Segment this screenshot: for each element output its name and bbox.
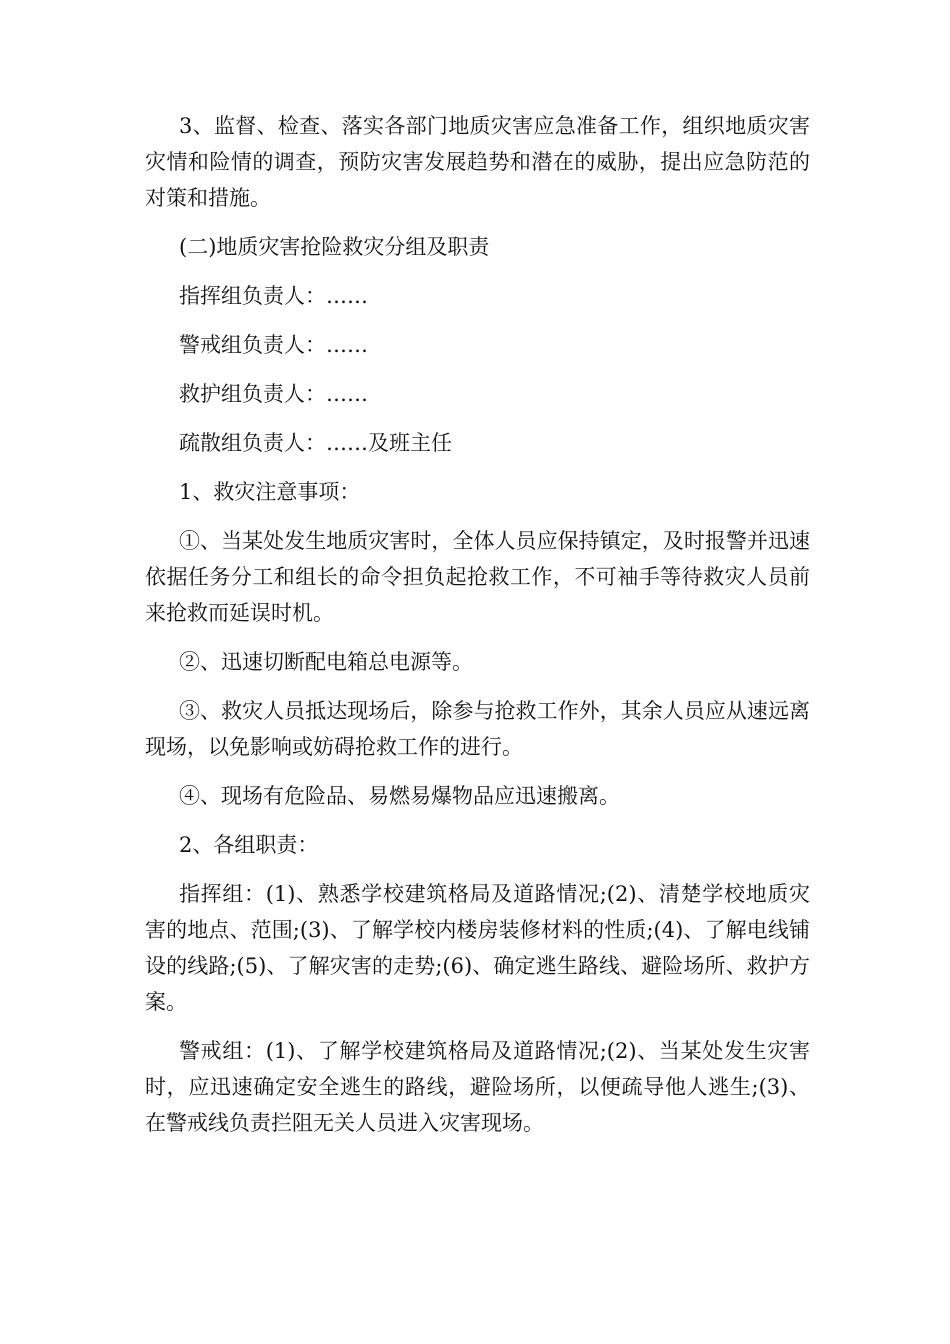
command-group-leader: 指挥组负责人：…… (179, 284, 368, 308)
document-page (145, 108, 810, 1154)
note-item-2: ②、迅速切断配电箱总电源等。 (179, 650, 473, 674)
rescue-group-leader: 救护组负责人：…… (179, 382, 368, 406)
paragraph-supervision-duty: 3、监督、检查、落实各部门地质灾害应急准备工作，组织地质灾害灾情和险情的调查，预防灾害发展趋势和潜在的威胁，提出应急防范的对策和措施。 (145, 114, 810, 210)
note-item-3: ③、救灾人员抵达现场后，除参与抢救工作外，其余人员应从速远离现场，以免影响或妨碍抢救工作的进行。 (145, 699, 810, 759)
subheading-group-duties: 2、各组职责： (179, 833, 319, 857)
note-item-1: ①、当某处发生地质灾害时，全体人员应保持镇定，及时报警并迅速依据任务分工和组长的命令担负起抢救工作，不可袖手等待救灾人员前来抢救而延误时机。 (145, 529, 810, 625)
subheading-rescue-notes: 1、救灾注意事项： (179, 480, 361, 504)
section-heading-rescue-groups: (二)地质灾害抢险救灾分组及职责 (179, 235, 490, 259)
guard-group-duties: 警戒组：(1)、了解学校建筑格局及道路情况;(2)、当某处发生灾害时，应迅速确定安全逃生的路线，避险场所，以便疏导他人逃生;(3)、在警戒线负责拦阻无关人员进入灾害现场。 (145, 1039, 810, 1135)
note-item-4: ④、现场有危险品、易燃易爆物品应迅速搬离。 (179, 784, 620, 808)
evacuation-group-leader: 疏散组负责人：……及班主任 (179, 431, 452, 455)
guard-group-leader: 警戒组负责人：…… (179, 333, 368, 357)
command-group-duties: 指挥组：(1)、熟悉学校建筑格局及道路情况;(2)、清楚学校地质灾害的地点、范围;(3)、了解学校内楼房装修材料的性质;(4)、了解电线铺设的线路;(5)、了解灾害的走势;(6)、确定逃生路线、避险场所、救护方案。 (145, 882, 810, 1014)
